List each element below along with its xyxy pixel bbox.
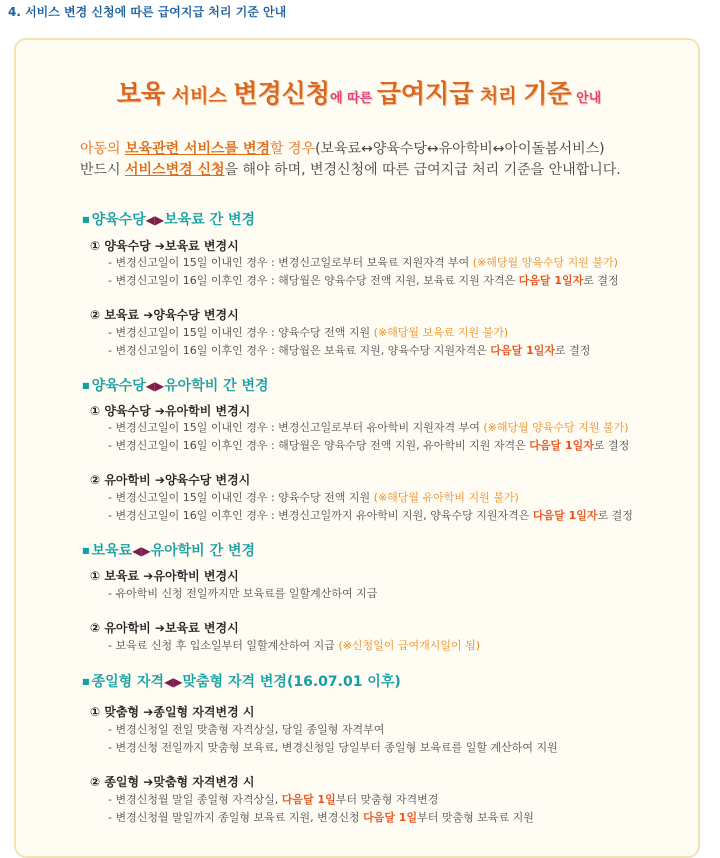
section-title-a: 양육수당 xyxy=(91,212,146,228)
intro-fragment: 할 경우 xyxy=(270,141,316,157)
sub-head-a: ② 유아학비 xyxy=(90,621,155,635)
title-part: 변경신청 xyxy=(233,79,330,108)
line-text: - 변경신고일이 16일 이후인 경우 : 해당월은 양육수당 전액 지원, 보육료 지원 자격은 xyxy=(108,274,519,287)
intro-fragment: 아동의 xyxy=(80,141,126,157)
sub-head-b: 양육수당 변경시 xyxy=(153,308,239,322)
line-emphasis: 다음달 1일자 xyxy=(490,344,556,357)
sub-head-a: ① 양육수당 xyxy=(90,404,155,418)
line-emphasis: 다음달 1일 xyxy=(363,811,418,824)
intro-line-2 xyxy=(80,160,690,181)
guide-panel xyxy=(14,38,700,858)
sub-head-b: 보육료 변경시 xyxy=(164,239,239,253)
line-text: - 보육료 신청 후 입소일부터 일할계산하여 지급 xyxy=(108,639,339,652)
section-heading xyxy=(82,209,255,229)
title-part: 안내 xyxy=(571,91,602,106)
line-note: (※해당월 양육수당 지원 불가) xyxy=(483,421,629,434)
line-text: - 변경신고일이 15일 이내인 경우 : 양육수당 전액 지원 xyxy=(108,326,374,339)
bullet-square-icon: ■ xyxy=(82,677,90,686)
detail-line xyxy=(108,809,534,825)
line-text: - 변경신고일이 16일 이후인 경우 : 해당월은 보육료 지원, 양육수당 지원자격은 xyxy=(108,344,491,357)
detail-line xyxy=(108,437,629,453)
sub-head-b: 종일형 자격변경 시 xyxy=(153,705,255,719)
line-emphasis: 다음달 1일자 xyxy=(518,274,584,287)
arrow-right-icon: ➔ xyxy=(154,404,165,418)
line-emphasis: 다음달 1일자 xyxy=(532,509,598,522)
title-part: 에 따른 xyxy=(329,91,377,106)
detail-line xyxy=(108,324,508,340)
double-arrow-icon: ◀▶ xyxy=(145,213,165,227)
title-part: 처리 xyxy=(473,85,524,107)
line-tail: 로 결정 xyxy=(597,509,633,522)
line-tail: 로 결정 xyxy=(555,344,591,357)
sub-heading xyxy=(90,306,239,323)
sub-heading xyxy=(90,567,239,584)
intro-fragment: 서비스변경 신청 xyxy=(125,162,225,178)
intro-fragment: (보육료↔양육수당↔유아학비↔아이돌봄서비스) xyxy=(315,141,605,157)
sub-heading xyxy=(90,703,254,720)
line-emphasis: 다음달 1일 xyxy=(281,793,336,806)
detail-line xyxy=(108,254,618,270)
sub-heading xyxy=(90,402,250,419)
line-tail: 부터 맞춤형 보육료 지원 xyxy=(417,811,534,824)
line-text: - 변경신청월 말일까지 종일형 보육료 지원, 변경신청 xyxy=(108,811,364,824)
arrow-right-icon: ➔ xyxy=(143,569,154,583)
line-note: (※해당월 보육료 지원 불가) xyxy=(373,326,509,339)
section-title-b: 보육료 간 변경 xyxy=(164,212,256,228)
line-text: - 변경신고일이 15일 이내인 경우 : 변경신고일로부터 유아학비 지원자격 부여 xyxy=(108,421,484,434)
line-note: (※해당월 유아학비 지원 불가) xyxy=(373,491,519,504)
intro-fragment: 보육관련 서비스를 변경 xyxy=(125,141,271,157)
line-text: - 변경신고일이 15일 이내인 경우 : 변경신고일로부터 보육료 지원자격 부여 xyxy=(108,256,473,269)
section-title-a: 종일형 자격 xyxy=(91,674,165,690)
line-text: - 변경신고일이 15일 이내인 경우 : 양육수당 전액 지원 xyxy=(108,491,374,504)
detail-line xyxy=(108,507,633,523)
intro-fragment: 반드시 xyxy=(80,162,126,178)
title-part: 보육 xyxy=(116,79,166,108)
section-title-b: 맞춤형 자격 변경(16.07.01 이후) xyxy=(182,674,401,690)
detail-line xyxy=(108,342,590,358)
line-note: (※신청일이 급여개시일이 됨) xyxy=(338,639,481,652)
section-title-b: 유아학비 간 변경 xyxy=(164,378,269,394)
line-text: - 변경신청월 말일 종일형 자격상실, xyxy=(108,793,282,806)
line-tail: 부터 맞춤형 자격변경 xyxy=(335,793,439,806)
bullet-square-icon: ■ xyxy=(82,546,90,555)
title-part: 서비스 xyxy=(165,85,234,107)
section-heading xyxy=(82,375,269,395)
arrow-right-icon: ➔ xyxy=(143,775,154,789)
sub-head-b: 유아학비 변경시 xyxy=(164,404,251,418)
line-text: - 변경신고일이 16일 이후인 경우 : 해당월은 양육수당 전액 지원, 유아학비 지원 자격은 xyxy=(108,439,530,452)
arrow-right-icon: ➔ xyxy=(154,239,165,253)
arrow-right-icon: ➔ xyxy=(143,705,154,719)
sub-head-b: 맞춤형 자격변경 시 xyxy=(153,775,255,789)
line-note: (※해당월 양육수당 지원 불가) xyxy=(472,256,618,269)
sub-heading xyxy=(90,237,239,254)
sub-head-a: ① 양육수당 xyxy=(90,239,155,253)
section-heading xyxy=(82,540,255,560)
arrow-right-icon: ➔ xyxy=(143,308,154,322)
intro-fragment: 을 해야 하며, 변경신청에 따른 급여지급 처리 기준을 안내합니다. xyxy=(224,162,621,178)
line-text: - 변경신청 전일까지 맞춤형 보육료, 변경신청일 당일부터 종일형 보육료를 일할 계산하여 지원 xyxy=(108,741,558,754)
detail-line xyxy=(108,721,384,737)
sub-head-a: ② 유아학비 xyxy=(90,473,155,487)
detail-line xyxy=(108,739,558,755)
double-arrow-icon: ◀▶ xyxy=(164,675,183,689)
bullet-square-icon: ■ xyxy=(82,381,90,390)
title-part: 기준 xyxy=(523,79,572,108)
arrow-right-icon: ➔ xyxy=(154,473,165,487)
detail-line xyxy=(108,272,619,288)
sub-head-a: ② 종일형 xyxy=(90,775,144,789)
main-title xyxy=(16,74,702,110)
intro-text xyxy=(80,139,690,181)
section-title-a: 보육료 xyxy=(91,543,133,559)
sub-head-b: 보육료 변경시 xyxy=(164,621,239,635)
title-part: 급여지급 xyxy=(376,79,474,108)
line-emphasis: 다음달 1일자 xyxy=(529,439,594,452)
detail-line xyxy=(108,585,377,601)
sub-head-a: ① 보육료 xyxy=(90,569,144,583)
section-title-b: 유아학비 간 변경 xyxy=(150,543,256,559)
detail-line xyxy=(108,791,438,807)
sub-heading xyxy=(90,619,239,636)
sub-head-b: 양육수당 변경시 xyxy=(164,473,251,487)
bullet-square-icon: ■ xyxy=(82,215,90,224)
sub-heading xyxy=(90,471,250,488)
sub-head-b: 유아학비 변경시 xyxy=(153,569,239,583)
page-header: 4. 서비스 변경 신청에 따른 급여지급 처리 기준 안내 xyxy=(8,5,287,19)
line-text: - 변경신청일 전일 맞춤형 자격상실, 당일 종일형 자격부여 xyxy=(108,723,385,736)
detail-line xyxy=(108,419,629,435)
double-arrow-icon: ◀▶ xyxy=(145,379,165,393)
double-arrow-icon: ◀▶ xyxy=(132,544,151,558)
intro-line-1 xyxy=(80,139,690,160)
detail-line xyxy=(108,489,519,505)
line-tail: 로 결정 xyxy=(583,274,619,287)
line-tail: 로 결정 xyxy=(593,439,630,452)
arrow-right-icon: ➔ xyxy=(154,621,165,635)
section-title-a: 양육수당 xyxy=(91,378,146,394)
section-heading xyxy=(82,671,401,691)
sub-head-a: ② 보육료 xyxy=(90,308,144,322)
sub-heading xyxy=(90,773,254,790)
detail-line xyxy=(108,637,480,653)
line-text: - 유아학비 신청 전일까지만 보육료를 일할계산하여 지급 xyxy=(108,587,378,600)
sub-head-a: ① 맞춤형 xyxy=(90,705,144,719)
line-text: - 변경신고일이 16일 이후인 경우 : 변경신고일까지 유아학비 지원, 양육수당 지원자격은 xyxy=(108,509,533,522)
